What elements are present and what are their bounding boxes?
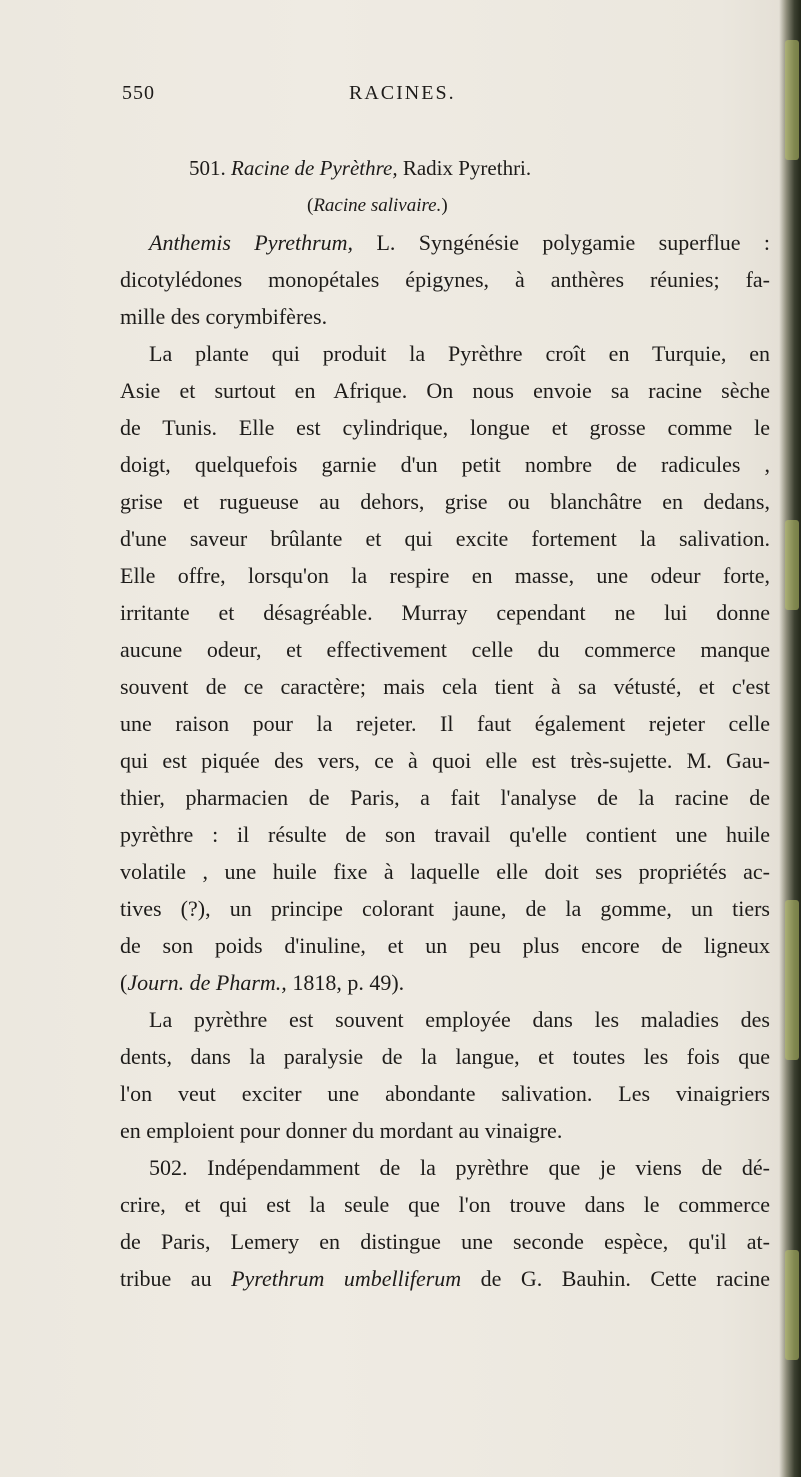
- text-segment: en emploient pour donner du mordant au vinaigre.: [120, 1118, 563, 1143]
- text-line: [120, 1149, 770, 1186]
- text-line: [120, 446, 770, 483]
- text-line: [120, 1075, 770, 1112]
- text-line: [120, 187, 770, 224]
- text-segment: tribue au: [120, 1266, 232, 1291]
- text-segment: Asie et surtout en Afrique. On nous envoie sa racine sèche: [120, 378, 770, 403]
- text-segment: d'une saveur brûlante et qui excite fortement la salivation.: [120, 526, 770, 551]
- text-line: [120, 335, 770, 372]
- text-segment: dicotylédones monopétales épigynes, à anthères réunies; fa-: [120, 267, 770, 292]
- text-segment: irritante et désagréable. Murray cependant ne lui donne: [120, 600, 770, 625]
- text-line: [120, 372, 770, 409]
- text-line: [120, 1112, 770, 1149]
- text-segment: 1818, p. 49).: [286, 970, 405, 995]
- text-line: [120, 1186, 770, 1223]
- text-segment: thier, pharmacien de Paris, a fait l'analyse de la racine de: [120, 785, 770, 810]
- text-segment: mille des corymbifères.: [120, 304, 328, 329]
- text-segment: de son poids d'inuline, et un peu plus encore de ligneux: [120, 933, 770, 958]
- body-text: [120, 150, 770, 1297]
- text-line: [120, 816, 770, 853]
- edge-discoloration: [785, 1250, 799, 1360]
- text-line: [120, 890, 770, 927]
- italic-text-segment: Racine salivaire.: [313, 195, 442, 216]
- text-segment: doigt, quelquefois garnie d'un petit nombre de radicules ,: [120, 452, 770, 477]
- text-segment: Radix Pyrethri.: [397, 156, 532, 180]
- italic-text-segment: Journ. de Pharm.,: [127, 970, 287, 995]
- running-head: RACINES.: [349, 82, 456, 104]
- text-line: [120, 1223, 770, 1260]
- text-line: [120, 1038, 770, 1075]
- text-segment: 501.: [189, 156, 231, 180]
- text-segment: aucune odeur, et effectivement celle du commerce manque: [120, 637, 770, 662]
- text-segment: 502. Indépendamment de la pyrèthre que je viens de dé-: [149, 1155, 770, 1180]
- text-line: [120, 668, 770, 705]
- italic-text-segment: Racine de Pyrèthre,: [231, 156, 398, 180]
- edge-discoloration: [785, 520, 799, 610]
- text-segment: L. Syngénésie polygamie superflue :: [353, 230, 770, 255]
- text-line: [120, 1260, 770, 1297]
- edge-discoloration: [785, 900, 799, 1060]
- text-line: [120, 261, 770, 298]
- text-segment: ): [441, 195, 448, 216]
- text-line: [120, 298, 770, 335]
- text-segment: une raison pour la rejeter. Il faut également rejeter celle: [120, 711, 770, 736]
- italic-text-segment: Pyrethrum umbelliferum: [231, 1266, 462, 1291]
- text-line: [120, 150, 770, 187]
- text-line: [120, 631, 770, 668]
- text-line: [120, 742, 770, 779]
- text-segment: (: [120, 970, 128, 995]
- text-line: [120, 520, 770, 557]
- italic-text-segment: Anthemis Pyrethrum,: [149, 230, 354, 255]
- page-number: 550: [122, 82, 155, 104]
- text-segment: tives (?), un principe colorant jaune, de la gomme, un tiers: [120, 896, 770, 921]
- text-line: [120, 483, 770, 520]
- text-line: [120, 409, 770, 446]
- text-line: [120, 964, 770, 1001]
- text-segment: (: [307, 195, 314, 216]
- text-segment: La plante qui produit la Pyrèthre croît en Turquie, en: [149, 341, 770, 366]
- text-segment: dents, dans la paralysie de la langue, et toutes les fois que: [120, 1044, 770, 1069]
- text-line: [120, 224, 770, 261]
- text-segment: grise et rugueuse au dehors, grise ou blanchâtre en dedans,: [120, 489, 770, 514]
- text-line: [120, 779, 770, 816]
- text-segment: l'on veut exciter une abondante salivation. Les vinaigriers: [120, 1081, 770, 1106]
- text-segment: La pyrèthre est souvent employée dans les maladies des: [149, 1007, 770, 1032]
- text-segment: crire, et qui est la seule que l'on trouve dans le commerce: [120, 1192, 770, 1217]
- edge-discoloration: [785, 40, 799, 160]
- text-line: [120, 927, 770, 964]
- page-header: [0, 82, 801, 112]
- text-segment: de Paris, Lemery en distingue une seconde espèce, qu'il at-: [120, 1229, 770, 1254]
- text-line: [120, 705, 770, 742]
- text-segment: Elle offre, lorsqu'on la respire en masse, une odeur forte,: [120, 563, 770, 588]
- text-segment: de Tunis. Elle est cylindrique, longue et grosse comme le: [120, 415, 770, 440]
- text-line: [120, 853, 770, 890]
- text-segment: volatile , une huile fixe à laquelle elle doit ses propriétés ac-: [120, 859, 770, 884]
- text-line: [120, 557, 770, 594]
- text-segment: de G. Bauhin. Cette racine: [461, 1266, 770, 1291]
- text-line: [120, 594, 770, 631]
- text-segment: souvent de ce caractère; mais cela tient à sa vétusté, et c'est: [120, 674, 770, 699]
- text-line: [120, 1001, 770, 1038]
- text-segment: qui est piquée des vers, ce à quoi elle est très-sujette. M. Gau-: [120, 748, 770, 773]
- text-segment: pyrèthre : il résulte de son travail qu'elle contient une huile: [120, 822, 770, 847]
